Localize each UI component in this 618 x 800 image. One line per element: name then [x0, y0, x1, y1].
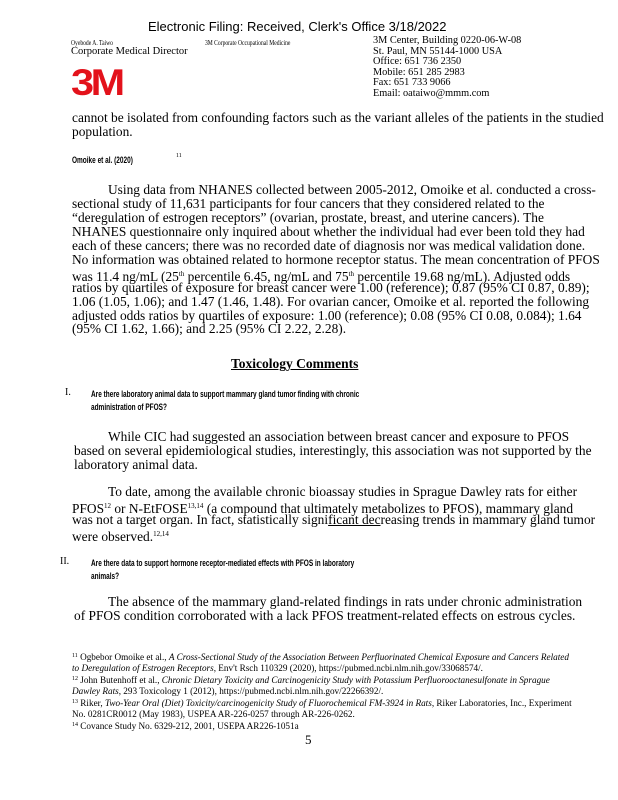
- body-line: sectional study of 11,631 participants for four cancers that they considered related to the: [72, 196, 545, 211]
- section-heading: Omoike et al. (2020): [72, 155, 133, 165]
- address-block: [373, 36, 521, 100]
- text: John Butenhoff et al.,: [80, 675, 162, 685]
- footnote: [72, 697, 572, 720]
- body-line: ratios by quartiles of exposure for breast cancer were 1.00 (reference); 0.87 (95% CI 0.87, 0.89);: [72, 280, 590, 295]
- question-line: Are there data to support hormone receptor-mediated effects with PFOS in laboratory: [91, 558, 355, 568]
- mobile-phone: Mobile: 651 285 2983: [373, 66, 465, 78]
- text: was 11.4 ng/mL (25: [72, 269, 179, 284]
- text: Covance Study No. 6329-212, 2001, USEPA AR226-1051a: [80, 721, 299, 731]
- body-line: adjusted odds ratios by quartiles of exposure: 1.00 (reference); 0.08 (95% CI 0.08, 0.084); 1.64: [72, 308, 582, 323]
- filing-stamp: Electronic Filing: Received, Clerk's Office 3/18/2022: [148, 19, 447, 34]
- superscript: th: [348, 270, 355, 278]
- underlined-text: ficant dec: [328, 512, 381, 527]
- citation-title: A Cross-Sectional Study of the Association Between Perfluorinated Chemical Exposure and Cancers Related to Deregulation of Estrogen Receptors: [72, 652, 569, 673]
- footnote-ref: 12,14: [153, 530, 169, 538]
- body-line: 1.06 (1.05, 1.06); and 1.47 (1.46, 1.48). For ovarian cancer, Omoike et al. reported the following: [72, 294, 590, 309]
- text: reasing trends in mammary gland tumor: [380, 512, 596, 527]
- body-line: [72, 513, 595, 527]
- body-line: based on several epidemiological studies, interestingly, this association was not supported by the: [74, 443, 592, 458]
- footnote-ref: 13,14: [187, 502, 204, 510]
- text: Riker,: [80, 698, 105, 708]
- body-line: “deregulation of estrogen receptors” (ovarian, prostate, breast, and uterine cancers). The: [72, 210, 544, 225]
- footnote-number: 14: [72, 722, 78, 728]
- author-name: Oyebode A. Taiwo: [71, 39, 113, 47]
- department: 3M Corporate Occupational Medicine: [205, 39, 291, 47]
- body-line: Using data from NHANES collected between 2005-2012, Omoike et al. conducted a cross-: [108, 182, 596, 197]
- body-line: each of these cancers; there was no recorded date of diagnosis nor was medical validation done.: [72, 238, 586, 253]
- 3m-logo: 3M: [71, 62, 122, 103]
- address-line: St. Paul, MN 55144-1000 USA: [373, 45, 503, 57]
- text: or N-EtFOSE: [111, 501, 188, 516]
- citation-title: Two-Year Oral (Diet) Toxicity/carcinogenicity Study of Fluorochemical FM-3924 in Rats: [104, 698, 432, 708]
- body-line: NHANES questionnaire only inquired about whether the individual had ever been told they had: [72, 224, 585, 239]
- text: was not a target organ. In fact, statistically signi: [72, 512, 329, 527]
- footnote-number: 11: [72, 653, 78, 659]
- question-number: II.: [60, 556, 70, 567]
- text: PFOS: [72, 501, 105, 516]
- question-line: Are there laboratory animal data to support mammary gland tumor finding with chronic: [91, 389, 360, 399]
- text: percentile 6.45, ng/mL and 75: [184, 269, 349, 284]
- page-number: 5: [305, 732, 312, 747]
- footnote-number: 13: [72, 699, 78, 705]
- footnote-ref: 12: [104, 502, 112, 510]
- footnote-number: 12: [72, 676, 78, 682]
- question-number: I.: [65, 387, 71, 398]
- body-line: laboratory animal data.: [74, 457, 198, 472]
- footnote-ref: 11: [176, 153, 182, 159]
- text: Ogbebor Omoike et al.,: [80, 652, 169, 662]
- text: , Riker Laboratories, Inc., Experiment No. 0281CR0012 (May 1983), USPEA AR-226-0257 through AR-226-0262.: [72, 698, 572, 719]
- address-line: 3M Center, Building 0220-06-W-08: [373, 35, 522, 46]
- footnote: [72, 651, 572, 674]
- body-line: While CIC had suggested an association between breast cancer and exposure to PFOS: [108, 429, 570, 444]
- body-line: To date, among the available chronic bioassay studies in Sprague Dawley rats for either: [108, 484, 578, 499]
- footnotes: [72, 651, 572, 732]
- author-title: Corporate Medical Director: [71, 46, 188, 57]
- question-line: animals?: [91, 571, 120, 581]
- body-line: No information was obtained related to hormone receptor status. The mean concentration of PFOS: [72, 252, 600, 267]
- footnote: [72, 674, 572, 697]
- text: were observed.: [72, 529, 154, 544]
- footnote: [72, 720, 572, 732]
- email: Email: oataiwo@mmm.com: [373, 87, 490, 99]
- citation-title: Chronic Dietary Toxicity and Carcinogenicity Study with Potassium Perfluorooctanesulfonate in Sprague Dawley Rats: [72, 675, 550, 696]
- body-line: (95% CI 1.62, 1.66); and 2.25 (95% CI 2.22, 2.28).: [72, 321, 347, 336]
- body-line: population.: [72, 124, 133, 139]
- fax: Fax: 651 733 9066: [373, 77, 451, 89]
- question-line: administration of PFOS?: [91, 402, 167, 412]
- body-line: The absence of the mammary gland-related findings in rats under chronic administration: [108, 594, 583, 609]
- body-line: [72, 527, 169, 544]
- office-phone: Office: 651 736 2350: [373, 56, 462, 68]
- text: , 293 Toxicology 1 (2012), https://pubmed.ncbi.nlm.nih.gov/22266392/.: [118, 686, 384, 696]
- superscript: th: [178, 270, 185, 278]
- text: (a compound that ultimately metabolizes to PFOS), mammary gland: [203, 501, 574, 516]
- text: percentile 19.68 ng/mL). Adjusted odds: [354, 269, 571, 284]
- text: , Env't Rsch 110329 (2020), https://pubmed.ncbi.nlm.nih.gov/33068574/.: [213, 663, 483, 673]
- body-line: of PFOS condition corroborated with a lack PFOS treatment-related effects on estrous cycles.: [74, 608, 576, 623]
- body-line: cannot be isolated from confounding factors such as the variant alleles of the patients in the studied: [72, 110, 604, 125]
- section-title: Toxicology Comments: [231, 356, 359, 371]
